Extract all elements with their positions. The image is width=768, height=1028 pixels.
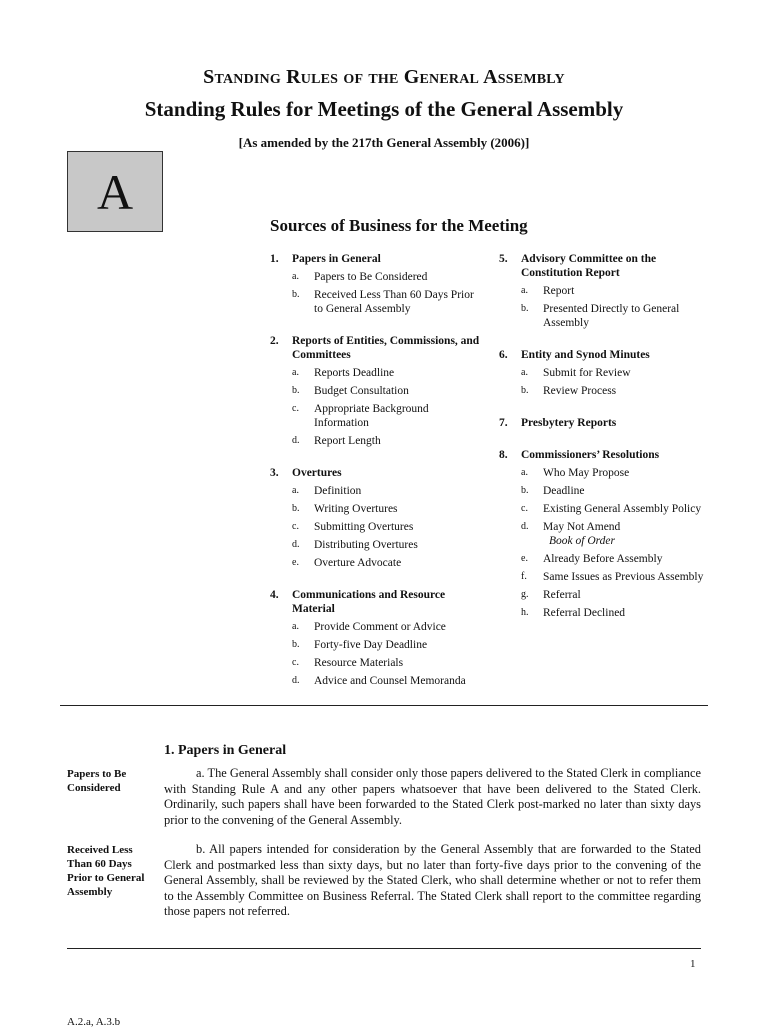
toc-item (521, 606, 705, 620)
toc-item-text: Same Issues as Previous Assembly (543, 571, 704, 583)
toc-item (292, 538, 482, 552)
toc-item-text: Report Length (314, 435, 381, 447)
toc-item-text: Submitting Overtures (314, 521, 414, 533)
toc-item-letter: b. (292, 289, 300, 300)
toc-item-letter: d. (521, 521, 529, 532)
toc-item-letter: d. (292, 675, 300, 686)
toc-item-letter: a. (292, 271, 299, 282)
toc-item-text: Writing Overtures (314, 503, 398, 515)
toc-item-letter: b. (292, 385, 300, 396)
toc-item-letter: a. (292, 367, 299, 378)
toc-section-number: 2. (270, 335, 279, 347)
toc-section-title: Advisory Committee on the Constitution Report (521, 253, 657, 279)
toc-section-heading (270, 252, 482, 266)
paragraph-b (164, 842, 701, 920)
toc-section-heading (270, 334, 482, 362)
toc-item-text: Provide Comment or Advice (314, 621, 446, 633)
page-number: 1 (690, 958, 696, 970)
toc-section (499, 252, 705, 330)
toc-section (270, 466, 482, 570)
toc-section (270, 588, 482, 688)
toc-item (521, 552, 705, 566)
toc-item-letter: c. (292, 403, 299, 414)
margin-note-a: Papers to Be Considered (67, 768, 127, 794)
toc-item-text: Received Less Than 60 Days Prior to General Assembly (314, 289, 474, 315)
series-title: Standing Rules of the General Assembly (203, 66, 565, 88)
toc-item-letter: b. (292, 503, 300, 514)
toc-item (292, 288, 482, 316)
toc-item-letter: b. (292, 639, 300, 650)
toc-item-text: Report (543, 285, 575, 297)
toc-section-heading (499, 252, 705, 280)
toc-item (292, 484, 482, 498)
toc-item-letter: e. (521, 553, 528, 564)
toc-section (499, 416, 705, 430)
toc-item (521, 588, 705, 602)
toc-section-number: 1. (270, 253, 279, 265)
toc-item (521, 520, 705, 534)
toc-item-letter: g. (521, 589, 529, 600)
footer-reference: A.2.a, A.3.b (67, 1016, 121, 1028)
toc-item-text: Referral Declined (543, 607, 626, 619)
toc-item-letter: c. (292, 521, 299, 532)
toc-section-title: Commissioners’ Resolutions (521, 449, 660, 461)
toc-item (521, 466, 705, 480)
toc-item-text: May Not Amend (543, 521, 621, 533)
toc-item (521, 502, 705, 516)
toc-item-text: Who May Propose (543, 467, 630, 479)
document-title: Standing Rules for Meetings of the General Assembly (144, 97, 624, 121)
paragraph-a (164, 766, 701, 828)
body-heading: 1. Papers in General (164, 743, 287, 758)
section-letter: A (96, 163, 134, 220)
toc-item-letter: b. (521, 303, 529, 314)
toc-item-text: Papers to Be Considered (314, 271, 428, 283)
toc-item (292, 502, 482, 516)
toc-section-number: 3. (270, 467, 279, 479)
toc-item (521, 484, 705, 498)
toc-section-title: Overtures (292, 467, 342, 479)
section-title: Sources of Business for the Meeting (270, 216, 528, 235)
toc-item-letter: d. (292, 435, 300, 446)
section-letter-box (67, 151, 163, 232)
toc-item (292, 366, 482, 380)
toc-item (292, 638, 482, 652)
margin-note-b: Received Less Than 60 Days Prior to General Assembly (67, 844, 145, 898)
toc-item (521, 570, 705, 584)
toc-item-letter: c. (292, 657, 299, 668)
toc-item (521, 384, 705, 398)
toc-item (521, 284, 705, 298)
toc-section (499, 348, 705, 398)
toc-item-text: Submit for Review (543, 367, 631, 379)
toc-item-text: Review Process (543, 385, 617, 397)
toc-item-text: Deadline (543, 485, 585, 497)
toc-section-title: Papers in General (292, 253, 381, 265)
toc-item-letter: a. (292, 485, 299, 496)
toc-section-number: 5. (499, 253, 508, 265)
toc-item (292, 620, 482, 634)
toc-item (292, 674, 482, 688)
toc-item-letter: b. (521, 385, 529, 396)
toc-item-text: Definition (314, 485, 362, 497)
toc-section (270, 334, 482, 448)
toc-item (292, 402, 482, 430)
toc-item-text: Already Before Assembly (543, 553, 663, 565)
toc-item-letter: f. (521, 571, 527, 582)
toc-section-heading (270, 588, 482, 616)
toc-item-letter: e. (292, 557, 299, 568)
toc-item-letter: a. (521, 467, 528, 478)
toc-item-text: Referral (543, 589, 581, 601)
toc-right-column (499, 252, 705, 620)
toc-section-heading (270, 466, 482, 480)
footer-divider (67, 948, 701, 949)
toc-item-letter: c. (521, 503, 528, 514)
toc-item-text: Appropriate Background Information (314, 403, 429, 429)
toc-item-text: Distributing Overtures (314, 539, 418, 551)
toc-item-italic-ref: Book of Order (549, 535, 616, 547)
toc-left-column (270, 252, 482, 688)
toc-item (292, 270, 482, 284)
toc-section-number: 7. (499, 417, 508, 429)
toc-item-letter: a. (292, 621, 299, 632)
toc-item-text: Overture Advocate (314, 557, 402, 569)
toc-section-title: Entity and Synod Minutes (521, 349, 650, 361)
toc-item (292, 556, 482, 570)
toc-section-number: 4. (270, 589, 279, 601)
toc-item-letter: a. (521, 367, 528, 378)
toc-item (292, 520, 482, 534)
toc-item-letter: h. (521, 607, 529, 618)
toc-item (292, 656, 482, 670)
divider (60, 705, 708, 706)
paragraph-b-text: b. All papers intended for consideration by the General Assembly that are forwarded to the Stated Clerk and postmarked less than sixty days, but no later than forty-five days prior to the convening of the General Assembly, shall be reviewed by the Stated Clerk, who shall determine whether or not to refer them to the Assembly Committee on Business Referral. The Stated Clerk shall report to the committee regarding those papers not referred. (164, 842, 701, 919)
paragraph-a-text: a. The General Assembly shall consider only those papers delivered to the Stated Clerk in compliance with Standing Rule A and any other papers whatsoever that have been delivered to the Stated Clerk. Ordinarily, such papers shall have been forwarded to the Stated Clerk post-marked no later than sixty days prior to the convening of the General Assembly. (164, 766, 701, 827)
toc-item-text: Advice and Counsel Memoranda (314, 675, 466, 687)
toc-item-text: Reports Deadline (314, 367, 395, 379)
toc-item (292, 434, 482, 448)
toc-item-letter: b. (521, 485, 529, 496)
toc-item-text: Existing General Assembly Policy (543, 503, 702, 515)
toc-item-letter: d. (292, 539, 300, 550)
toc-item (521, 366, 705, 380)
toc-section-number: 8. (499, 449, 508, 461)
toc-section-heading (499, 448, 705, 462)
toc-item-text: Presented Directly to General Assembly (543, 303, 680, 329)
toc-item (521, 302, 705, 330)
toc-item-text: Resource Materials (314, 657, 404, 669)
toc-item (292, 384, 482, 398)
amendment-note: [As amended by the 217th General Assembly (2006)] (238, 135, 530, 150)
toc-item-letter: a. (521, 285, 528, 296)
toc-item-text: Forty-five Day Deadline (314, 639, 428, 651)
toc-item-text: Budget Consultation (314, 385, 409, 397)
toc-section-number: 6. (499, 349, 508, 361)
toc-section-heading (499, 348, 705, 362)
toc-section (270, 252, 482, 316)
toc-section (499, 448, 705, 620)
toc-section-title: Presbytery Reports (521, 417, 617, 429)
toc-section-heading (499, 416, 705, 430)
toc-section-title: Communications and Resource Material (292, 589, 446, 615)
toc-section-title: Reports of Entities, Commissions, and Committees (292, 335, 480, 361)
